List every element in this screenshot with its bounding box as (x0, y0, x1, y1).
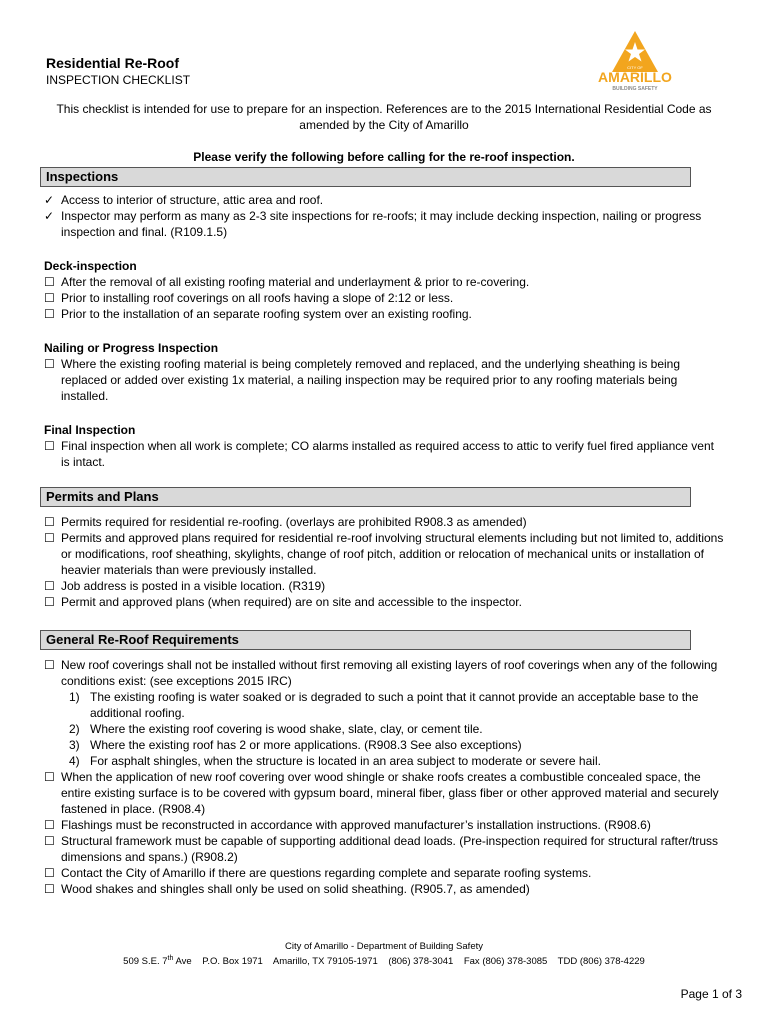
checklist-item[interactable]: ☐ After the removal of all existing roofing material and underlayment & prior to re-covering. (44, 275, 530, 289)
check-item: ✓ Access to interior of structure, attic area and roof. (44, 193, 324, 207)
checkbox-icon[interactable]: ☐ (44, 291, 55, 305)
intro-text: This checklist is intended for use to prepare for an inspection. References are to the 2015 International Residential Code as amended by the City of Amarillo (56, 102, 712, 132)
checkbox-icon[interactable]: ☐ (44, 866, 55, 880)
checklist-item[interactable]: ☐ Flashings must be reconstructed in accordance with approved manufacturer’s installation instructions. (R908.6) (44, 818, 651, 832)
checkbox-icon[interactable]: ☐ (44, 531, 55, 545)
numbered-condition: 3) Where the existing roof has 2 or more applications. (R908.3 See also exceptions) (69, 738, 522, 752)
checklist-item[interactable]: ☐ Permits required for residential re-roofing. (overlays are prohibited R908.3 as amended) (44, 515, 527, 529)
amarillo-logo (584, 28, 686, 96)
logo-city-of: CITY OF (627, 65, 643, 70)
numbered-condition: 4) For asphalt shingles, when the structure is located in an area subject to moderate or severe hail. (69, 754, 601, 768)
checkbox-icon[interactable]: ☐ (44, 357, 55, 371)
checklist-item[interactable]: ☐ Job address is posted in a visible location. (R319) (44, 579, 326, 593)
document-title: Residential Re-Roof (46, 55, 180, 71)
checkbox-icon[interactable]: ☐ (44, 770, 55, 784)
checkbox-icon[interactable]: ☐ (44, 515, 55, 529)
checklist-item[interactable]: ☐ Contact the City of Amarillo if there are questions regarding complete and separate roofing systems. (44, 866, 592, 880)
verify-instruction: Please verify the following before calling for the re-roof inspection. (193, 150, 575, 164)
numbered-condition: 2) Where the existing roof covering is wood shake, slate, clay, or cement tile. (69, 722, 483, 736)
checkbox-icon[interactable]: ☐ (44, 595, 55, 609)
numbered-condition: 1) The existing roofing is water soaked or is degraded to such a point that it cannot provide an acceptable base to the additional roofing. (69, 690, 699, 720)
general-block (44, 657, 724, 897)
checkbox-icon[interactable]: ☐ (44, 882, 55, 896)
document-subtitle: INSPECTION CHECKLIST (46, 73, 191, 87)
subheading-nailing-inspection: Nailing or Progress Inspection (44, 341, 219, 355)
checklist-item[interactable]: ☐ Where the existing roofing material is being completely removed and replaced, and the underlying sheathing is being replaced or added over existing 1x material, a nailing inspection may be required prior to any roofing materials being installed. (44, 357, 681, 403)
footer (40, 941, 728, 968)
section-heading-inspections: Inspections (40, 167, 691, 187)
footer-department: City of Amarillo - Department of Building Safety (284, 941, 483, 952)
checklist-item[interactable]: ☐ Prior to installing roof coverings on all roofs having a slope of 2:12 or less. (44, 291, 454, 305)
checkbox-icon[interactable]: ☐ (44, 275, 55, 289)
checkbox-icon[interactable]: ☐ (44, 439, 55, 453)
checkmark-icon: ✓ (44, 193, 55, 207)
checkbox-icon[interactable]: ☐ (44, 818, 55, 832)
checkbox-icon[interactable]: ☐ (44, 307, 55, 321)
check-item: ✓ Inspector may perform as many as 2-3 site inspections for re-roofs; it may include decking inspection, nailing or progress inspection and final. (R109.1.5) (44, 209, 702, 239)
checkbox-icon[interactable]: ☐ (44, 579, 55, 593)
checklist-item[interactable]: ☐ Wood shakes and shingles shall only be used on solid sheathing. (R905.7, as amended) (44, 882, 530, 896)
checkbox-icon[interactable]: ☐ (44, 834, 55, 848)
checkbox-icon[interactable]: ☐ (44, 658, 55, 672)
logo-name: AMARILLO (598, 69, 672, 85)
checklist-item[interactable]: ☐ Final inspection when all work is complete; CO alarms installed as required access to attic to verify fuel fired appliance vent is intact. (44, 439, 714, 469)
subheading-final-inspection: Final Inspection (44, 423, 136, 437)
checklist-item[interactable]: ☐ When the application of new roof covering over wood shingle or shake roofs creates a combustible concealed space, the entire existing surface is to be covered with gypsum board, mineral fiber, glass fiber or other approved material and securely fastened in place. (R908.4) (44, 770, 719, 816)
checklist-item[interactable]: ☐ Prior to the installation of an separate roofing system over an existing roofing. (44, 307, 472, 321)
checklist-item[interactable]: ☐ New roof coverings shall not be installed without first removing all existing layers of roof coverings when any of the following conditions exist: (see exceptions 2015 IRC) (44, 658, 718, 688)
subheading-deck-inspection: Deck-inspection (44, 259, 137, 273)
checklist-item[interactable]: ☐ Structural framework must be capable of supporting additional dead loads. (Pre-inspection required for structural rafter/truss dimensions and spans.) (R908.2) (44, 834, 718, 864)
section-heading-permits: Permits and Plans (40, 487, 691, 507)
checkmark-icon: ✓ (44, 209, 55, 223)
page-number: Page 1 of 3 (680, 987, 742, 1001)
logo-dept: BUILDING SAFETY (612, 86, 658, 92)
footer-address: 509 S.E. 7th Ave P.O. Box 1971 Amarillo, TX 79105-1971 (806) 378-3041 Fax (806) 378-3085 TDD (806) 378-4229 (123, 955, 645, 968)
permits-block (44, 514, 724, 610)
checklist-item[interactable]: ☐ Permits and approved plans required for residential re-roof involving structural elements including but not limited to, additions or modifications, roof sheathing, skylights, change of roof pitch, addition or relocation of mechanical units or installation of heavier materials than were previously installed. (44, 531, 724, 577)
inspections-block (44, 192, 724, 470)
section-heading-general: General Re-Roof Requirements (40, 630, 691, 650)
checklist-item[interactable]: ☐ Permit and approved plans (when required) are on site and accessible to the inspector. (44, 595, 522, 609)
